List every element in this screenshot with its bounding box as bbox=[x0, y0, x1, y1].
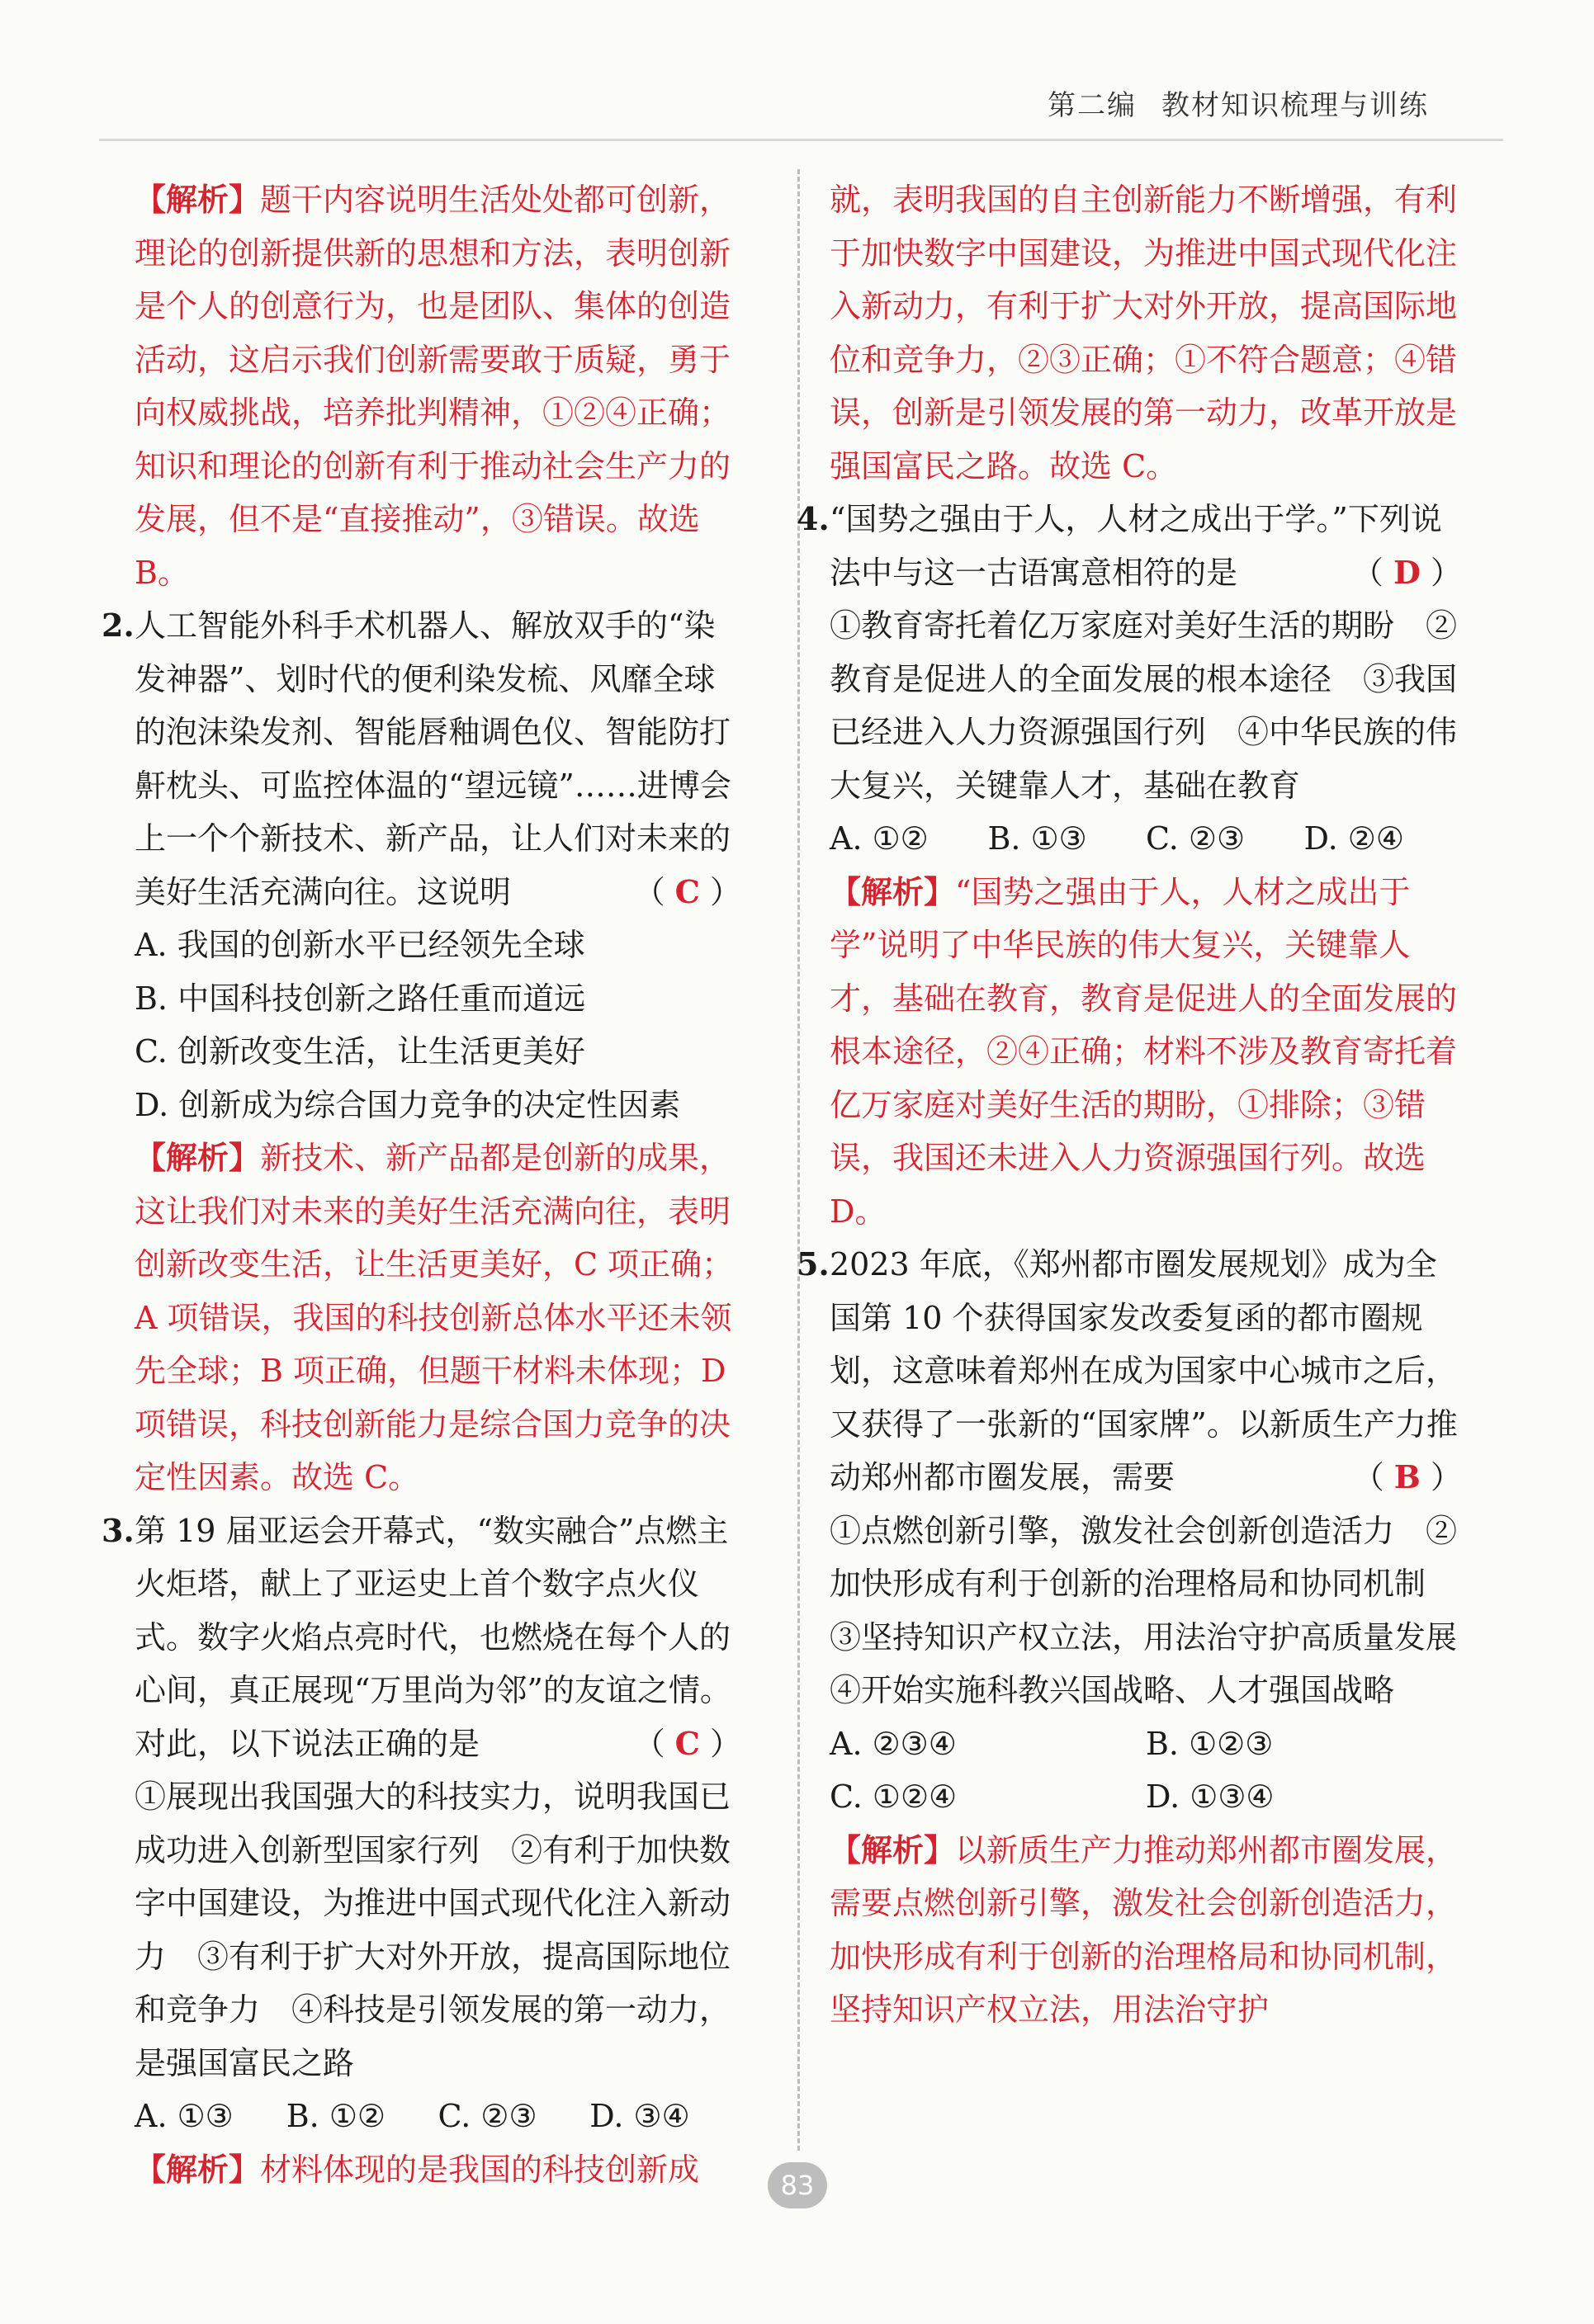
question-number: 5. bbox=[797, 1245, 830, 1282]
question-2 bbox=[102, 599, 741, 1504]
analysis-tag: 【解析】 bbox=[135, 181, 261, 218]
q5-analysis bbox=[830, 1824, 1462, 2037]
q1-analysis bbox=[135, 173, 741, 599]
answer-paren: （ B ） bbox=[1352, 1458, 1462, 1495]
question-4 bbox=[797, 493, 1462, 1238]
question-items: ①展现出我国强大的科技实力，说明我国已成功进入创新型国家行列 ②有利于加快数字中国建设，为推进中国式现代化注入新动力 ③有利于扩大对外开放，提高国际地位和竞争力 ④科技是引领发展的第一动力，是强国富民之路 bbox=[135, 1778, 731, 2081]
right-column bbox=[797, 173, 1489, 2037]
column-divider bbox=[797, 169, 800, 2151]
answer-letter: C bbox=[674, 872, 700, 910]
options-row bbox=[830, 812, 1462, 866]
option-b: B. ①③ bbox=[987, 820, 1087, 857]
analysis-text: “国势之强由于人，人材之成出于学”说明了中华民族的伟大复兴，关键靠人才，基础在教育，教育是促进人的全面发展的根本途径，②④正确；材料不涉及教育寄托着亿万家庭对美好生活的期盼，①排除；③错误，我国还未进入人力资源强国行列。故选 D。 bbox=[830, 873, 1458, 1230]
option-c: C. ②③ bbox=[438, 2098, 537, 2134]
option-a: A. ①② bbox=[830, 820, 929, 857]
answer-letter: B bbox=[1393, 1458, 1421, 1495]
option-a: A. 我国的创新水平已经领先全球 bbox=[135, 927, 585, 963]
left-column bbox=[102, 173, 741, 2196]
options-grid bbox=[830, 1717, 1462, 1824]
analysis-tag: 【解析】 bbox=[830, 872, 956, 910]
question-stem: “国势之强由于人，人材之成出于学。”下列说法中与这一古语寓意相符的是 bbox=[830, 501, 1442, 591]
analysis-text: 题干内容说明生活处处都可创新，理论的创新提供新的思想和方法，表明创新是个人的创意行为，也是团队、集体的创造活动，这启示我们创新需要敢于质疑，勇于向权威挑战，培养批判精神，①②④正确；知识和理论的创新有利于推动社会生产力的发展，但不是“直接推动”，③错误。故选 B。 bbox=[135, 182, 731, 591]
answer-paren: （ C ） bbox=[633, 1724, 741, 1762]
analysis-text: 新技术、新产品都是创新的成果，这让我们对未来的美好生活充满向往，表明创新改变生活，让生活更美好，C 项正确；A 项错误，我国的科技创新总体水平还未领先全球；B 项正确，但题干材料未体现；D 项错误，科技创新能力是综合国力竞争的决定性因素。故选 C。 bbox=[135, 1140, 734, 1495]
analysis-text: 材料体现的是我国的科技创新成 bbox=[260, 2151, 700, 2188]
question-number: 2. bbox=[102, 607, 135, 644]
option-d: D. 创新成为综合国力竞争的决定性因素 bbox=[135, 1086, 681, 1123]
page-header bbox=[1048, 83, 1429, 123]
question-items: ①教育寄托着亿万家庭对美好生活的期盼 ②教育是促进人的全面发展的根本途径 ③我国已经进入人力资源强国行列 ④中华民族的伟大复兴，关键靠人才，基础在教育 bbox=[830, 607, 1458, 804]
page-number: 83 bbox=[768, 2162, 827, 2208]
analysis-tag: 【解析】 bbox=[830, 1830, 956, 1868]
analysis-tag: 【解析】 bbox=[135, 2150, 261, 2188]
question-stem: 2023 年底，《郑州都市圈发展规划》成为全国第 10 个获得国家发改委复函的都市圈规划，这意味着郑州在成为国家中心城市之后，又获得了一张新的“国家牌”。以新质生产力推动郑州都市圈发展，需要 bbox=[830, 1246, 1458, 1495]
analysis-tag: 【解析】 bbox=[135, 1139, 261, 1176]
header-rule bbox=[99, 139, 1503, 141]
option-c: C. ②③ bbox=[1146, 820, 1246, 857]
question-number: 4. bbox=[797, 500, 830, 537]
question-stem: 人工智能外科手术机器人、解放双手的“染发神器”、划时代的便利染发梳、风靡全球的泡沫染发剂、智能唇釉调色仪、智能防打鼾枕头、可监控体温的“望远镜”……进博会上一个个新技术、新产品，让人们对未来的美好生活充满向往。这说明 bbox=[135, 607, 731, 910]
options-row bbox=[135, 2090, 741, 2143]
option-c: C. ①②④ bbox=[830, 1778, 958, 1815]
option-a: A. ①③ bbox=[135, 2098, 234, 2134]
answer-letter: D bbox=[1393, 553, 1421, 591]
question-3 bbox=[102, 1504, 741, 2197]
answer-letter: C bbox=[674, 1724, 700, 1762]
header-part: 第二编 bbox=[1048, 89, 1137, 122]
option-c: C. 创新改变生活，让生活更美好 bbox=[135, 1033, 585, 1070]
option-a: A. ②③④ bbox=[830, 1725, 957, 1762]
answer-paren: （ D ） bbox=[1351, 553, 1462, 591]
question-items: ①点燃创新引擎，激发社会创新创造活力 ②加快形成有利于创新的治理格局和协同机制 ③坚持知识产权立法，用法治守护高质量发展 ④开始实施科教兴国战略、人才强国战略 bbox=[830, 1512, 1489, 1708]
q3-analysis-start bbox=[135, 2143, 741, 2197]
option-d: D. ②④ bbox=[1303, 820, 1404, 857]
option-b: B. ①② bbox=[286, 2098, 385, 2134]
question-number: 3. bbox=[102, 1511, 135, 1549]
analysis-text: 以新质生产力推动郑州都市圈发展，需要点燃创新引擎，激发社会创新创造活力，加快形成有利于创新的治理格局和协同机制，坚持知识产权立法，用法治守护 bbox=[830, 1831, 1458, 2028]
question-stem: 第 19 届亚运会开幕式，“数实融合”点燃主火炬塔，献上了亚运史上首个数字点火仪式。数字火焰点亮时代，也燃烧在每个人的心间，真正展现“万里尚为邻”的友谊之情。对此，以下说法正确的是 bbox=[135, 1512, 731, 1762]
q4-analysis bbox=[830, 866, 1462, 1239]
option-b: B. 中国科技创新之路任重而道远 bbox=[135, 980, 586, 1017]
header-title: 教材知识梳理与训练 bbox=[1161, 89, 1429, 122]
question-5 bbox=[797, 1238, 1489, 2037]
answer-paren: （ C ） bbox=[633, 872, 741, 910]
option-d: D. ③④ bbox=[589, 2098, 690, 2134]
q2-analysis bbox=[135, 1131, 741, 1504]
option-b: B. ①②③ bbox=[1146, 1725, 1274, 1762]
option-d: D. ①③④ bbox=[1146, 1778, 1275, 1815]
q3-analysis-continued: 就，表明我国的自主创新能力不断增强，有利于加快数字中国建设，为推进中国式现代化注入新动力，有利于扩大对外开放，提高国际地位和竞争力，②③正确；①不符合题意；④错误，创新是引领发展的第一动力，改革开放是强国富民之路。故选 C。 bbox=[830, 182, 1458, 484]
